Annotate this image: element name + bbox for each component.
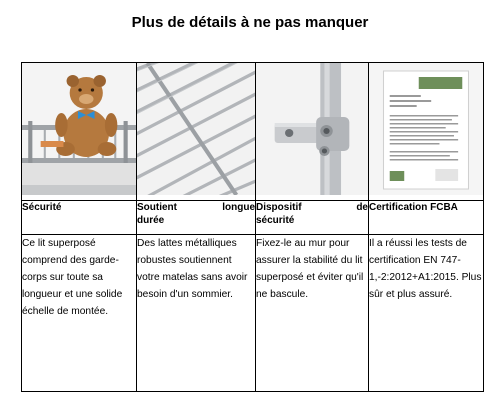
body-certification: Il a réussi les tests de certification EN 747-1,-2:2012+A1:2015. Plus sûr et plus assuré. (369, 235, 484, 392)
fcba-certificate-photo (369, 63, 483, 195)
heading-dispositif-line1: Dispositif de (256, 202, 368, 213)
metal-slats-photo (137, 63, 255, 195)
features-table (21, 62, 484, 392)
heading-securite (22, 201, 137, 235)
image-cell-dispositif (256, 63, 369, 201)
image-cell-certification (369, 63, 484, 201)
body-dispositif: Fixez-le au mur pour assurer la stabilité du lit superposé et éviter qu'il ne bascule. (256, 235, 369, 392)
heading-dispositif-line2: sécurité (256, 215, 295, 226)
heading-soutient-line1: Soutient longue (137, 202, 255, 213)
heading-dispositif (256, 201, 369, 235)
heading-certification (369, 201, 484, 235)
heading-soutient-line2: durée (137, 215, 165, 226)
page-title: Plus de détails à ne pas manquer (131, 14, 369, 31)
heading-certification-text: Certification FCBA (369, 202, 458, 213)
body-soutient: Des lattes métalliques robustes soutiennent votre matelas sans avoir besoin d'un sommier. (137, 235, 256, 392)
image-cell-securite (22, 63, 137, 201)
body-securite: Ce lit superposé comprend des garde-corps sur toute sa longueur et une solide échelle de montée. (22, 235, 137, 392)
heading-securite-text: Sécurité (22, 202, 62, 213)
heading-soutient (137, 201, 256, 235)
teddy-bear-photo (22, 63, 136, 195)
image-cell-soutient (137, 63, 256, 201)
wall-fixing-bracket-photo (256, 63, 368, 195)
